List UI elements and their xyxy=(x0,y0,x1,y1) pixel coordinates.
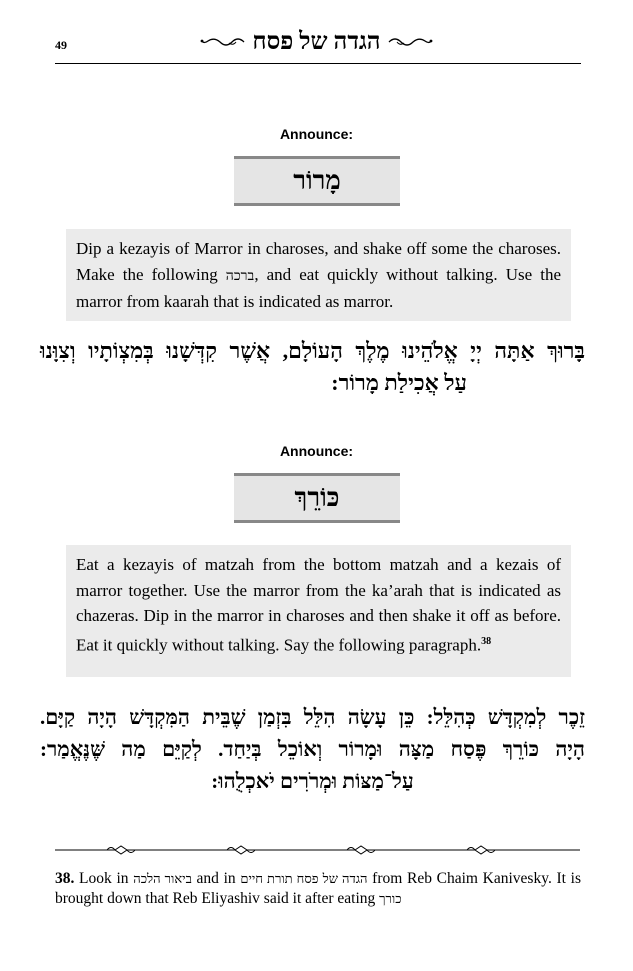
page-number: 49 xyxy=(55,38,67,52)
running-header xyxy=(0,28,633,56)
header-title: הגדה של פסח xyxy=(252,28,381,55)
korech-instructions-text: Eat a kezayis of matzah from the bottom matzah and a kezais of marror together. Use the marror from the ka’arah that is indicated as chazeras. Dip in the marror in charoses and then shake it off as before. Eat it quickly without talking. Say the following paragraph. xyxy=(76,555,561,655)
marror-instructions-text-a: Dip a kezayis of Marror in charoses, and shake off some the charoses. Make the following xyxy=(76,239,561,284)
korech-title: כּוֹרֵךְ xyxy=(294,483,340,512)
footnote-reference[interactable]: 38 xyxy=(481,635,492,647)
korech-paragraph-line-2: הָיָה כּוֹרֵךְ פֶּסַח מַצָּה וּמָרוֹר וְאוֹכֵל בְּיַחַד. לְקַיֵּם מַה שֶּׁנֶּאֱמַר: xyxy=(40,737,585,761)
footnote-number: 38. xyxy=(55,870,75,887)
korech-paragraph-line-3: עַל־מַצּוֹת וּמְרֹרִים יֹאכְלֻהוּ: xyxy=(211,769,414,793)
korech-instructions xyxy=(66,545,571,677)
marror-instructions xyxy=(66,229,571,321)
flourish-ornament-icon xyxy=(200,29,246,56)
marror-title: מָרוֹר xyxy=(293,166,341,195)
marror-blessing-line-2: עַל אֲכִילַת מָרוֹר: xyxy=(331,370,467,395)
marror-instructions-text-b: , and eat quickly without talking. Use the marror from kaarah that is indicated as marror. xyxy=(76,264,561,311)
header-rule xyxy=(55,63,581,64)
marror-title-box xyxy=(234,156,400,206)
footnote-divider xyxy=(55,843,580,857)
flourish-ornament-icon xyxy=(387,29,433,56)
korech-paragraph-line-1: זֵכֶר לְמִקְדָּשׁ כְּהִלֵּל: כֵּן עָשָׂה הִלֵּל בִּזְמַן שֶׁבֵּית הַמִּקְדָּשׁ הָיָה קַיָּם. xyxy=(40,705,585,729)
footnote-text: and in xyxy=(191,870,241,887)
footnote-hebrew-word: כורך xyxy=(379,891,402,906)
marror-announce-label: Announce: xyxy=(279,126,354,142)
korech-announce-label: Announce: xyxy=(279,443,354,459)
footnote-text: from Reb Chaim Kanivesky. It is brought down that Reb Eliyashiv said it after eating xyxy=(55,870,581,907)
marror-blessing-line-1: בָּרוּךְ אַתָּה יְיָ אֱלֹהֵינוּ מֶלֶךְ הָעוֹלָם, אֲשֶׁר קִדְּשָׁנוּ בְּמִצְוֹתָיו וְצִוָּנוּ xyxy=(40,338,585,363)
footnote-hebrew-source: ביאור הלכה xyxy=(133,871,192,886)
footnote-hebrew-source: הגדה של פסח תורת חיים xyxy=(240,871,368,886)
marror-instructions-hebrew: ברכה xyxy=(225,268,255,284)
footnote-text: Look in xyxy=(74,870,134,887)
marror-blessing xyxy=(40,335,585,399)
korech-title-box xyxy=(234,473,400,523)
korech-paragraph xyxy=(40,701,585,797)
footnote-38 xyxy=(55,869,581,909)
